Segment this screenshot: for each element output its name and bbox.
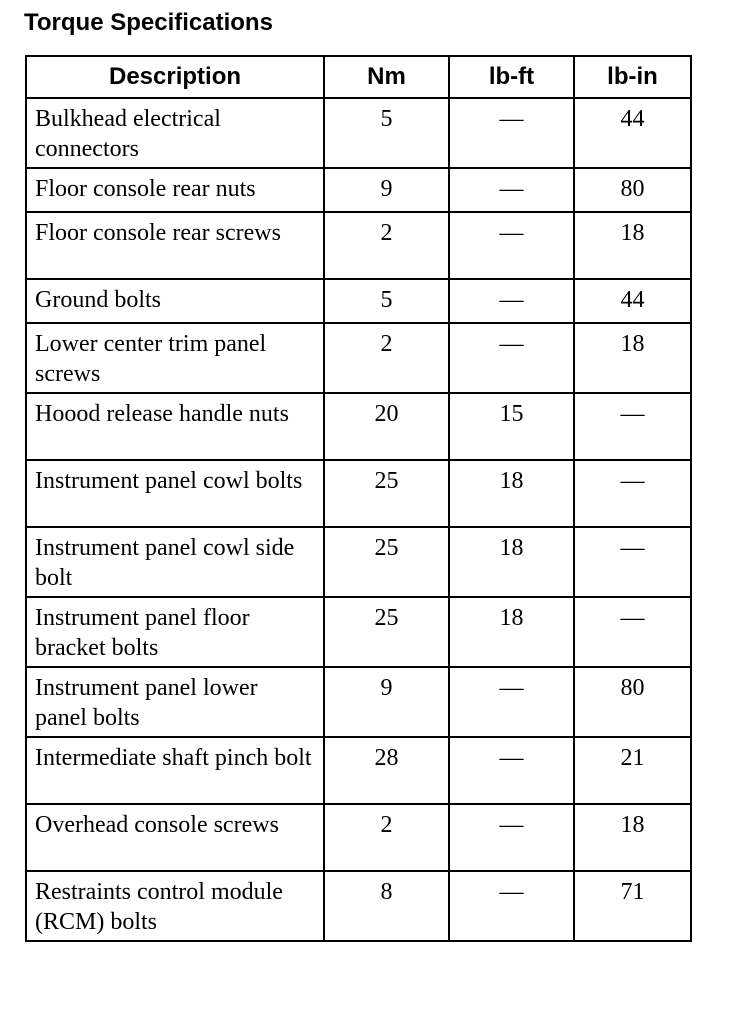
lb-ft-cell: 18 <box>449 527 574 597</box>
description-cell: Ground bolts <box>26 279 324 323</box>
lb-in-cell: 44 <box>574 279 691 323</box>
lb-in-cell: 71 <box>574 871 691 941</box>
lb-in-cell: 18 <box>574 212 691 279</box>
description-cell: Overhead console screws <box>26 804 324 871</box>
table-row <box>26 98 691 168</box>
table-header-row <box>26 56 691 98</box>
table-row <box>26 212 691 279</box>
lb-in-cell: 18 <box>574 804 691 871</box>
table-row <box>26 871 691 941</box>
header-description: Description <box>26 56 324 98</box>
description-cell: Hoood release handle nuts <box>26 393 324 460</box>
nm-cell: 8 <box>324 871 449 941</box>
description-cell: Lower center trim panel screws <box>26 323 324 393</box>
nm-cell: 9 <box>324 168 449 212</box>
nm-cell: 28 <box>324 737 449 804</box>
nm-cell: 2 <box>324 212 449 279</box>
table-row <box>26 279 691 323</box>
lb-in-cell: — <box>574 460 691 527</box>
nm-cell: 2 <box>324 804 449 871</box>
header-lb-in: lb-in <box>574 56 691 98</box>
table-row <box>26 737 691 804</box>
description-cell: Intermediate shaft pinch bolt <box>26 737 324 804</box>
table-row <box>26 667 691 737</box>
description-cell: Instrument panel floor bracket bolts <box>26 597 324 667</box>
lb-ft-cell: — <box>449 737 574 804</box>
lb-ft-cell: — <box>449 212 574 279</box>
lb-ft-cell: — <box>449 98 574 168</box>
lb-ft-cell: 18 <box>449 597 574 667</box>
lb-ft-cell: — <box>449 871 574 941</box>
table-row <box>26 460 691 527</box>
description-cell: Instrument panel cowl bolts <box>26 460 324 527</box>
lb-ft-cell: — <box>449 804 574 871</box>
nm-cell: 2 <box>324 323 449 393</box>
lb-ft-cell: — <box>449 279 574 323</box>
lb-in-cell: 21 <box>574 737 691 804</box>
table-row <box>26 804 691 871</box>
torque-specifications-table <box>25 55 692 942</box>
lb-in-cell: — <box>574 527 691 597</box>
description-cell: Bulkhead electrical connectors <box>26 98 324 168</box>
nm-cell: 5 <box>324 279 449 323</box>
lb-in-cell: — <box>574 393 691 460</box>
table-row <box>26 527 691 597</box>
table-row <box>26 168 691 212</box>
table-row <box>26 393 691 460</box>
nm-cell: 25 <box>324 460 449 527</box>
lb-in-cell: 80 <box>574 667 691 737</box>
page-title: Torque Specifications <box>24 9 273 36</box>
table-row <box>26 323 691 393</box>
lb-in-cell: 80 <box>574 168 691 212</box>
lb-ft-cell: 15 <box>449 393 574 460</box>
description-cell: Instrument panel cowl side bolt <box>26 527 324 597</box>
header-nm: Nm <box>324 56 449 98</box>
description-cell: Floor console rear nuts <box>26 168 324 212</box>
lb-in-cell: — <box>574 597 691 667</box>
lb-ft-cell: — <box>449 168 574 212</box>
lb-in-cell: 44 <box>574 98 691 168</box>
table-row <box>26 597 691 667</box>
header-lb-ft: lb-ft <box>449 56 574 98</box>
description-cell: Instrument panel lower panel bolts <box>26 667 324 737</box>
description-cell: Floor console rear screws <box>26 212 324 279</box>
nm-cell: 5 <box>324 98 449 168</box>
lb-in-cell: 18 <box>574 323 691 393</box>
description-cell: Restraints control module (RCM) bolts <box>26 871 324 941</box>
lb-ft-cell: — <box>449 323 574 393</box>
nm-cell: 25 <box>324 527 449 597</box>
nm-cell: 9 <box>324 667 449 737</box>
nm-cell: 20 <box>324 393 449 460</box>
lb-ft-cell: — <box>449 667 574 737</box>
nm-cell: 25 <box>324 597 449 667</box>
lb-ft-cell: 18 <box>449 460 574 527</box>
